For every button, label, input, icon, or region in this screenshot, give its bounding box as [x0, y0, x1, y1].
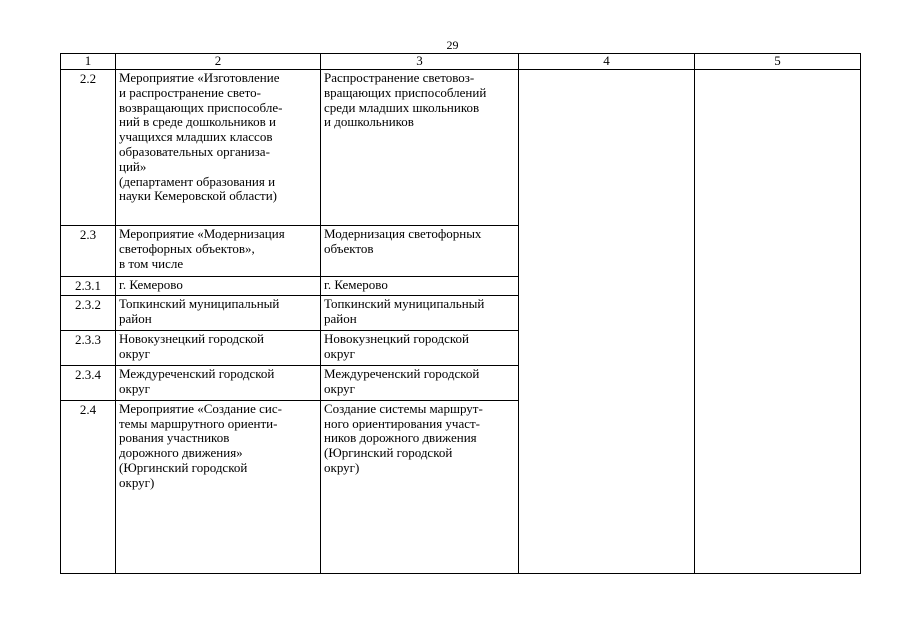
- text-line: Распространение световоз-: [324, 70, 475, 85]
- text-line: округ): [324, 459, 360, 475]
- result-cell: [321, 400, 519, 573]
- text-line: Новокузнецкий городской: [119, 330, 264, 346]
- measures-table: [60, 53, 861, 574]
- measure-cell: [116, 400, 321, 573]
- result-cell: [321, 226, 519, 277]
- text-line: округ: [119, 345, 150, 361]
- text-line: Модернизация светофорных: [324, 226, 482, 241]
- text-line: (Юргинский городской: [324, 445, 453, 461]
- row-number: 2.4: [61, 400, 116, 573]
- row-number: 2.3.3: [61, 330, 116, 365]
- header-col-4: 4: [519, 54, 695, 70]
- text-line: в том числе: [119, 255, 184, 271]
- result-cell: [321, 330, 519, 365]
- text-line: Мероприятие «Модернизация: [119, 226, 285, 241]
- measure-cell: [116, 277, 321, 296]
- header-col-2: 2: [116, 54, 321, 70]
- header-col-5: 5: [695, 54, 861, 70]
- text-line: (Юргинский городской: [119, 459, 248, 475]
- header-col-1: 1: [61, 54, 116, 70]
- text-line: дорожного движения»: [119, 445, 243, 461]
- header-col-3: 3: [321, 54, 519, 70]
- row-number: 2.3.4: [61, 365, 116, 400]
- text-line: Мероприятие «Изготовление: [119, 70, 280, 85]
- text-line: район: [324, 310, 357, 326]
- measure-cell: [116, 295, 321, 330]
- row-number: 2.3: [61, 226, 116, 277]
- measure-cell: [116, 70, 321, 226]
- row-number: 2.3.2: [61, 295, 116, 330]
- result-cell: [321, 70, 519, 226]
- text-line: Междуреченский городской: [324, 365, 480, 381]
- text-line: возвращающих приспособле-: [119, 99, 283, 115]
- text-line: район: [119, 310, 152, 326]
- text-line: светофорных объектов»,: [119, 240, 255, 256]
- text-line: рования участников: [119, 430, 230, 446]
- text-line: объектов: [324, 240, 374, 256]
- text-line: науки Кемеровской области): [119, 188, 278, 204]
- row-number: 2.2: [61, 70, 116, 226]
- text-line: округ: [324, 345, 355, 361]
- text-line: Топкинский муниципальный: [324, 295, 485, 311]
- text-line: и распространение свето-: [119, 84, 262, 100]
- text-line: ций»: [119, 158, 147, 174]
- text-line: учащихся младших классов: [119, 129, 273, 145]
- text-line: ников дорожного движения: [324, 430, 477, 446]
- text-line: (департамент образования и: [119, 173, 276, 189]
- text-line: Междуреченский городской: [119, 365, 275, 381]
- table-header-row: [61, 54, 861, 70]
- text-line: Топкинский муниципальный: [119, 295, 280, 311]
- text-line: Мероприятие «Создание сис-: [119, 400, 282, 416]
- col-4-cell: [519, 70, 695, 574]
- measure-cell: [116, 226, 321, 277]
- text-line: г. Кемерово: [324, 277, 388, 292]
- measure-cell: [116, 330, 321, 365]
- text-line: образовательных организа-: [119, 143, 270, 159]
- text-line: округ: [324, 380, 355, 396]
- text-line: Создание системы маршрут-: [324, 400, 483, 416]
- text-line: округ): [119, 474, 155, 490]
- text-line: округ: [119, 380, 150, 396]
- measure-cell: [116, 365, 321, 400]
- text-line: темы маршрутного ориенти-: [119, 415, 278, 431]
- table-row: [61, 70, 861, 226]
- row-number: 2.3.1: [61, 277, 116, 296]
- text-line: г. Кемерово: [119, 277, 183, 292]
- col-5-cell: [695, 70, 861, 574]
- text-line: ного ориентирования участ-: [324, 415, 481, 431]
- text-line: среди младших школьников: [324, 99, 480, 115]
- text-line: ний в среде дошкольников и: [119, 114, 276, 130]
- text-line: Новокузнецкий городской: [324, 330, 469, 346]
- result-cell: [321, 277, 519, 296]
- page-number: 29: [446, 38, 459, 52]
- result-cell: [321, 295, 519, 330]
- text-line: и дошкольников: [324, 114, 414, 130]
- result-cell: [321, 365, 519, 400]
- text-line: вращающих приспособлений: [324, 84, 487, 100]
